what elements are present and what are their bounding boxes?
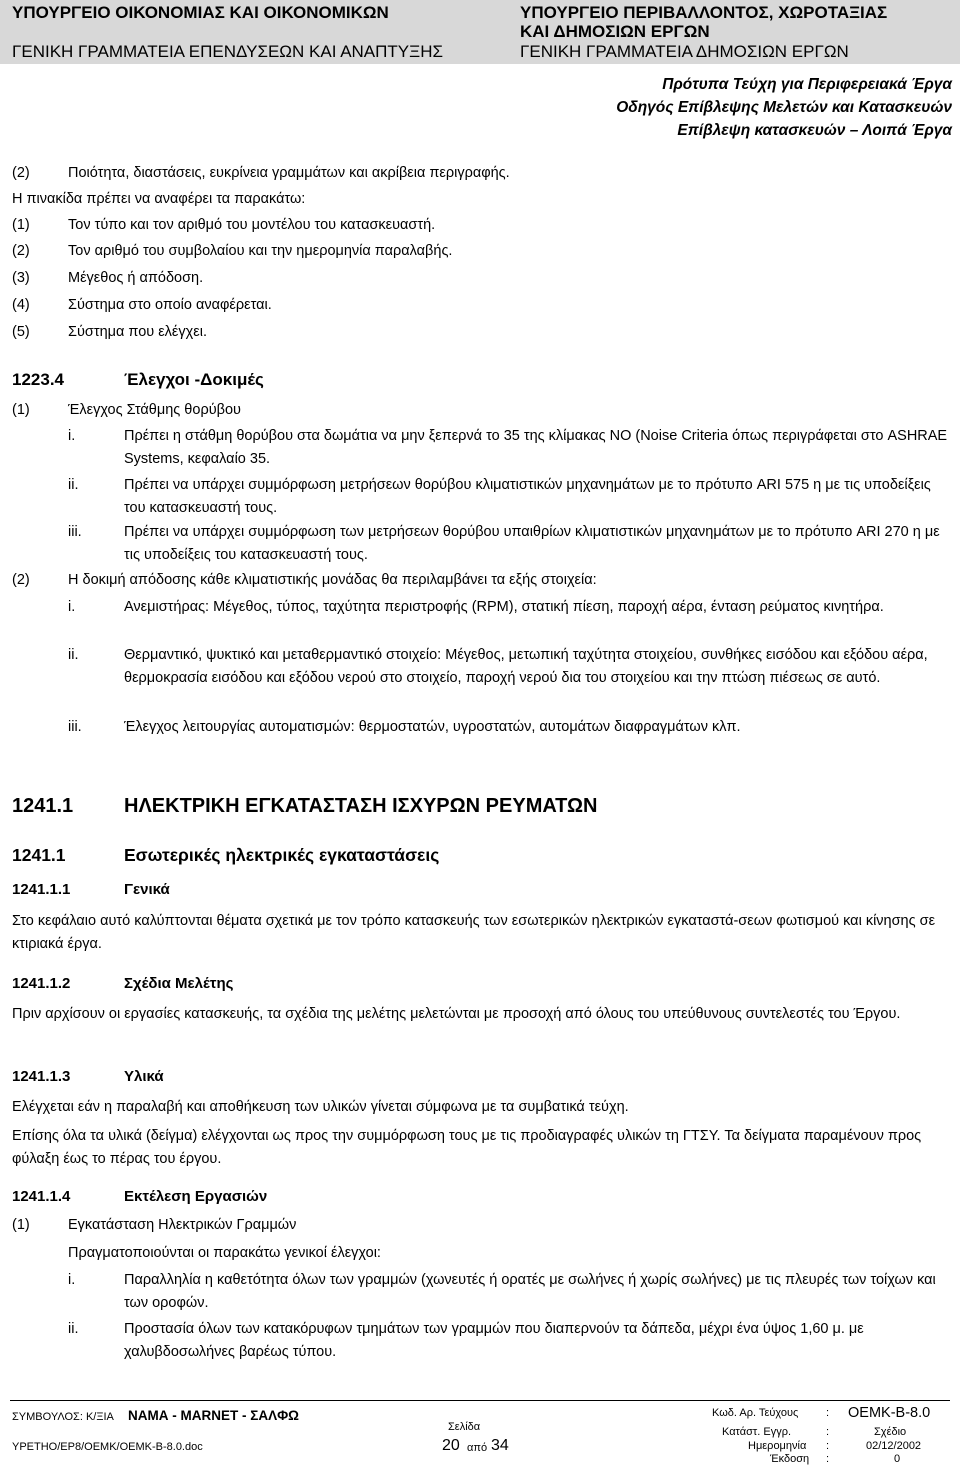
page-total: 34 bbox=[491, 1437, 509, 1454]
footer-divider bbox=[10, 1400, 950, 1401]
paragraph: Πριν αρχίσουν οι εργασίες κατασκευής, τα σχέδια της μελέτης μελετώνται με προσοχή από όλους του υπεύθυνους συντελεστές του Έργου. bbox=[12, 1006, 901, 1022]
code-colon: : bbox=[826, 1407, 830, 1419]
sublist-number: iii. bbox=[68, 524, 82, 540]
date-colon: : bbox=[826, 1440, 830, 1452]
subsection-number: 1241.1.2 bbox=[12, 975, 71, 992]
edition-value: 0 bbox=[894, 1453, 901, 1465]
sublist-item: Πρέπει να υπάρχει συμμόρφωση των μετρήσεων θορύβου υπαιθρίων κλιματιστικών μηχανημάτων με το πρότυπο ARI 270 η με τις υποδείξεις του κατασκευαστή τους. bbox=[124, 524, 940, 563]
doc-subtitle-3: Επίβλεψη κατασκευών – Λοιπά Έργα bbox=[677, 122, 952, 139]
status-colon: : bbox=[826, 1426, 830, 1438]
consultant-name: ΝΑΜΑ - MARNET - ΣΑΛΦΩ bbox=[128, 1408, 299, 1423]
list-item: Τον αριθμό του συμβολαίου και την ημερομηνία παραλαβής. bbox=[68, 243, 453, 259]
status-value: Σχέδιο bbox=[874, 1426, 907, 1438]
list-number: (2) bbox=[12, 165, 30, 181]
chapter-number: 1241.1 bbox=[12, 795, 74, 817]
date-value: 02/12/2002 bbox=[866, 1440, 922, 1452]
sublist-item: Πρέπει να υπάρχει συμμόρφωση μετρήσεων θορύβου κλιματιστικών μηχανημάτων με το πρότυπο ARI 575 η με τις υποδείξεις του κατασκευαστή τους. bbox=[124, 477, 931, 516]
sublist-number: i. bbox=[68, 428, 76, 444]
date-label: Ημερομηνία bbox=[748, 1440, 807, 1452]
ministry-environment: ΥΠΟΥΡΓΕΙΟ ΠΕΡΙΒΑΛΛΟΝΤΟΣ, ΧΩΡΟΤΑΞΙΑΣ bbox=[520, 3, 888, 22]
section-number: 1223.4 bbox=[12, 370, 64, 389]
sublist-item: Πρέπει η στάθμη θορύβου στα δωμάτια να μην ξεπερνά το 35 της κλίμακας NO (Noise Criteria όπως περιγράφεται στο ASHRAE Systems, κεφαλαίο 35. bbox=[124, 428, 948, 467]
section-title: Εσωτερικές ηλεκτρικές εγκαταστάσεις bbox=[124, 845, 440, 865]
subsection-title: Εκτέλεση Εργασιών bbox=[124, 1188, 268, 1205]
chapter-title: ΗΛΕΚΤΡΙΚΗ ΕΓΚΑΤΑΣΤΑΣΗ ΙΣΧΥΡΩΝ ΡΕΥΜΑΤΩΝ bbox=[124, 795, 598, 817]
paragraph: Επίσης όλα τα υλικά (δείγμα) ελέγχονται ως προς την συμμόρφωση τους με τις προδιαγραφές υλικών τη ΓΤΣΥ. Τα δείγματα παραμένουν προς φύλαξη έως το πέρας του έργου. bbox=[12, 1128, 922, 1167]
list-item: Σύστημα που ελέγχει. bbox=[68, 324, 207, 340]
list-item: Εγκατάσταση Ηλεκτρικών Γραμμών bbox=[68, 1217, 297, 1233]
file-path: ΥΡΕΤΗΟ/ΕΡ8/ΟΕΜΚ/ΟΕΜΚ-Β-8.0.doc bbox=[12, 1441, 203, 1453]
subsection-title: Γενικά bbox=[124, 881, 170, 898]
code-value: ΟΕΜΚ-Β-8.0 bbox=[848, 1405, 931, 1421]
sublist-item: Θερμαντικό, ψυκτικό και μεταθερμαντικό στοιχείο: Μέγεθος, μετωπική ταχύτητα στοιχείου, συνθήκες εισόδου και εξόδου αέρα, θερμοκρασία εισόδου και εξόδου νερού στο στοιχείο, παροχή νερού δια του στοιχείου και την πτώση πιέσεως σε αυτό. bbox=[124, 647, 928, 686]
sublist-item: Έλεγχος λειτουργίας αυτοματισμών: θερμοστατών, υγροστατών, αυτομάτων διαφραγμάτων κλπ. bbox=[124, 719, 741, 735]
sublist-item: Προστασία όλων των κατακόρυφων τμημάτων των γραμμών που διαπερνούν τα δάπεδα, μέχρι ένα ύψος 1,60 μ. με χαλυβδοσωλήνες βαρέως τύπου. bbox=[124, 1321, 864, 1360]
page-current: 20 bbox=[442, 1437, 460, 1454]
list-number: (2) bbox=[12, 243, 30, 259]
sublist-number: iii. bbox=[68, 719, 82, 735]
subsection-title: Υλικά bbox=[124, 1068, 164, 1085]
sublist-item: Παραλληλία η καθετότητα όλων των γραμμών (χωνευτές ή ορατές με σωλήνες ή χωρίς σωλήνες) με τις πλευρές των τοίχων και των οροφών. bbox=[124, 1272, 936, 1311]
sublist-number: ii. bbox=[68, 647, 79, 663]
sublist-item: Ανεμιστήρας: Μέγεθος, τύπος, ταχύτητα περιστροφής (RPM), στατική πίεση, παροχή αέρα, ένταση ρεύματος κινητήρα. bbox=[124, 599, 884, 615]
edition-label: Έκδοση bbox=[770, 1453, 810, 1465]
ministry-economy: ΥΠΟΥΡΓΕΙΟ ΟΙΚΟΝΟΜΙΑΣ ΚΑΙ ΟΙΚΟΝΟΜΙΚΩΝ bbox=[12, 3, 389, 22]
list-number: (2) bbox=[12, 572, 30, 588]
subsection-number: 1241.1.4 bbox=[12, 1188, 71, 1205]
subsection-title: Σχέδια Μελέτης bbox=[124, 975, 234, 992]
list-number: (4) bbox=[12, 297, 30, 313]
list-number: (1) bbox=[12, 402, 30, 418]
subsection-number: 1241.1.3 bbox=[12, 1068, 71, 1085]
paragraph: Πραγματοποιούνται οι παρακάτω γενικοί έλεγχοι: bbox=[68, 1245, 381, 1261]
list-item: Η δοκιμή απόδοσης κάθε κλιματιστικής μονάδας θα περιλαμβάνει τα εξής στοιχεία: bbox=[68, 572, 597, 588]
list-number: (5) bbox=[12, 324, 30, 340]
paragraph: Ποιότητα, διαστάσεις, ευκρίνεια γραμμάτων και ακρίβεια περιγραφής. bbox=[68, 165, 510, 181]
paragraph: Στο κεφάλαιο αυτό καλύπτονται θέματα σχετικά με τον τρόπο κατασκευής των εσωτερικών ηλεκτρικών εγκαταστά-σεων φωτισμού και κίνησης σε κτιριακά έργα. bbox=[12, 913, 936, 952]
list-item: Μέγεθος ή απόδοση. bbox=[68, 270, 204, 286]
secretariat-public-works: ΓΕΝΙΚΗ ΓΡΑΜΜΑΤΕΙΑ ΔΗΜΟΣΙΩΝ ΕΡΓΩΝ bbox=[520, 42, 849, 61]
sublist-number: ii. bbox=[68, 1321, 79, 1337]
section-title: Έλεγχοι -Δοκιμές bbox=[124, 370, 264, 389]
list-item: Τον τύπο και τον αριθμό του μοντέλου του κατασκευαστή. bbox=[68, 217, 436, 233]
ministry-environment-line2: ΚΑΙ ΔΗΜΟΣΙΩΝ ΕΡΓΩΝ bbox=[520, 22, 710, 41]
list-item: Έλεγχος Στάθμης θορύβου bbox=[68, 402, 241, 418]
section-number: 1241.1 bbox=[12, 845, 66, 865]
paragraph: Ελέγχεται εάν η παραλαβή και αποθήκευση των υλικών γίνεται σύμφωνα με τα συμβατικά τεύχη. bbox=[12, 1099, 629, 1115]
subsection-number: 1241.1.1 bbox=[12, 881, 71, 898]
sublist-number: ii. bbox=[68, 477, 79, 493]
edition-colon: : bbox=[826, 1453, 830, 1465]
secretariat-investments: ΓΕΝΙΚΗ ΓΡΑΜΜΑΤΕΙΑ ΕΠΕΝΔΥΣΕΩΝ ΚΑΙ ΑΝΑΠΤΥΞΗΣ bbox=[12, 42, 443, 61]
list-number: (1) bbox=[12, 1217, 30, 1233]
consultant-label: ΣΥΜΒΟΥΛΟΣ: Κ/ΞΙΑ bbox=[12, 1411, 114, 1423]
list-number: (1) bbox=[12, 217, 30, 233]
paragraph: Η πινακίδα πρέπει να αναφέρει τα παρακάτω: bbox=[12, 191, 306, 207]
code-label: Κωδ. Αρ. Τεύχους bbox=[712, 1407, 799, 1419]
doc-subtitle-1: Πρότυπα Τεύχη για Περιφερειακά Έργα bbox=[662, 76, 952, 93]
sublist-number: i. bbox=[68, 1272, 76, 1288]
list-item: Σύστημα στο οποίο αναφέρεται. bbox=[68, 297, 272, 313]
doc-subtitle-2: Οδηγός Επίβλεψης Μελετών και Κατασκευών bbox=[616, 99, 952, 116]
status-label: Κατάστ. Εγγρ. bbox=[722, 1426, 792, 1438]
page-of: από bbox=[467, 1442, 488, 1454]
page-label: Σελίδα bbox=[448, 1421, 481, 1433]
sublist-number: i. bbox=[68, 599, 76, 615]
list-number: (3) bbox=[12, 270, 30, 286]
